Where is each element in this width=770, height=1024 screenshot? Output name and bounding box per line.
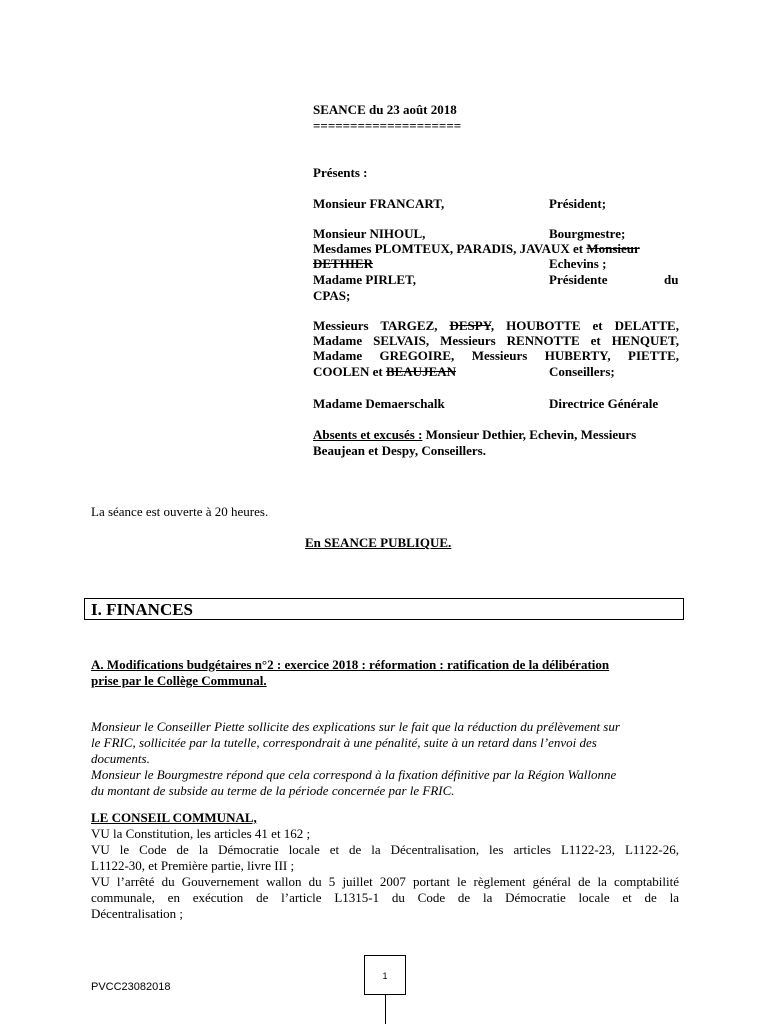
- council-text: [91, 826, 679, 922]
- session-type: En SEANCE PUBLIQUE.: [305, 535, 452, 550]
- legal-reference: VU la Constitution, les articles 41 et 162 ;: [91, 826, 311, 841]
- struck-name: Monsieur: [586, 241, 640, 256]
- legal-reference: Décentralisation ;: [91, 906, 184, 921]
- title-separator: ====================: [313, 118, 462, 133]
- opening-statement: La séance est ouverte à 20 heures.: [91, 504, 269, 519]
- document-reference: PVCC23082018: [91, 981, 171, 993]
- absents-line: Beaujean et Despy, Conseillers.: [313, 443, 486, 458]
- discussion-line: Monsieur le Bourgmestre répond que cela correspond à la fixation définitive par la Région Wallonne: [91, 767, 617, 782]
- council-heading: LE CONSEIL COMMUNAL,: [91, 810, 257, 825]
- conseillers-names: Messieurs TARGEZ,: [313, 318, 438, 333]
- legal-reference: VU le Code de la Démocratie locale et de la Décentralisation, les articles L1122-23, L1122-26,: [91, 842, 679, 857]
- item-title: prise par le Collège Communal.: [91, 673, 267, 688]
- presents-label: Présents :: [313, 165, 368, 180]
- legal-reference: communale, en exécution de l’article L1315-1 du Code de la Démocratie locale et de la: [91, 890, 679, 905]
- member-role: Président;: [549, 196, 607, 211]
- conseillers-line: [313, 318, 679, 333]
- member-role: Echevins ;: [549, 256, 607, 271]
- member-role: Présidente: [549, 272, 608, 287]
- seance-title: SEANCE du 23 août 2018: [313, 102, 457, 117]
- discussion-line: du montant de subside au terme de la période concernée par le FRIC.: [91, 783, 455, 798]
- member-role-continued: CPAS;: [313, 288, 351, 303]
- member-role: Bourgmestre;: [549, 226, 626, 241]
- struck-name: BEAUJEAN: [385, 364, 457, 379]
- struck-name: DESPY: [449, 318, 491, 333]
- footer-rule: [385, 995, 386, 1024]
- item-title: A. Modifications budgétaires n°2 : exercice 2018 : réformation : ratification de la délibération: [91, 657, 610, 672]
- absents-names: Monsieur Dethier, Echevin, Messieurs: [422, 427, 637, 442]
- section-box: [84, 598, 684, 620]
- discussion-line: le FRIC, sollicitée par la tutelle, correspondrait à une pénalité, suite à un retard dans l’envoi des: [91, 735, 597, 750]
- absents-line: [313, 427, 636, 442]
- conseillers-line: Madame GREGOIRE, Messieurs HUBERTY, PIETTE,: [313, 348, 679, 363]
- conseillers-names: COOLEN et: [313, 364, 383, 379]
- member-role: Directrice Générale: [549, 396, 659, 411]
- echevins-names: Mesdames PLOMTEUX, PARADIS, JAVAUX et: [313, 241, 584, 256]
- member-role-continued: du: [664, 272, 679, 287]
- legal-reference: L1122-30, et Première partie, livre III ;: [91, 858, 295, 873]
- member-name: Monsieur FRANCART,: [313, 196, 445, 211]
- section-title: I. FINANCES: [91, 600, 194, 619]
- page-number: 1: [382, 971, 388, 981]
- conseillers-line: [313, 364, 456, 379]
- conseillers-names: , HOUBOTTE et DELATTE,: [490, 318, 679, 333]
- discussion-line: Monsieur le Conseiller Piette sollicite des explications sur le fait que la réduction du prélèvement sur: [91, 719, 620, 734]
- discussion-line: documents.: [91, 751, 150, 766]
- absents-label: Absents et excusés :: [313, 427, 423, 442]
- member-role: Conseillers;: [549, 364, 615, 379]
- member-name: Madame PIRLET,: [313, 272, 417, 287]
- conseillers-line: Madame SELVAIS, Messieurs RENNOTTE et HENQUET,: [313, 333, 679, 348]
- page-number-box: [364, 955, 406, 995]
- discussion-block: [91, 719, 681, 799]
- legal-reference: VU l’arrêté du Gouvernement wallon du 5 juillet 2007 portant le règlement général de la comptabilité: [91, 874, 679, 889]
- echevins-line: [313, 241, 679, 256]
- member-name: Monsieur NIHOUL,: [313, 226, 426, 241]
- struck-name: DETHIER: [313, 256, 373, 271]
- member-name: Madame Demaerschalk: [313, 396, 445, 411]
